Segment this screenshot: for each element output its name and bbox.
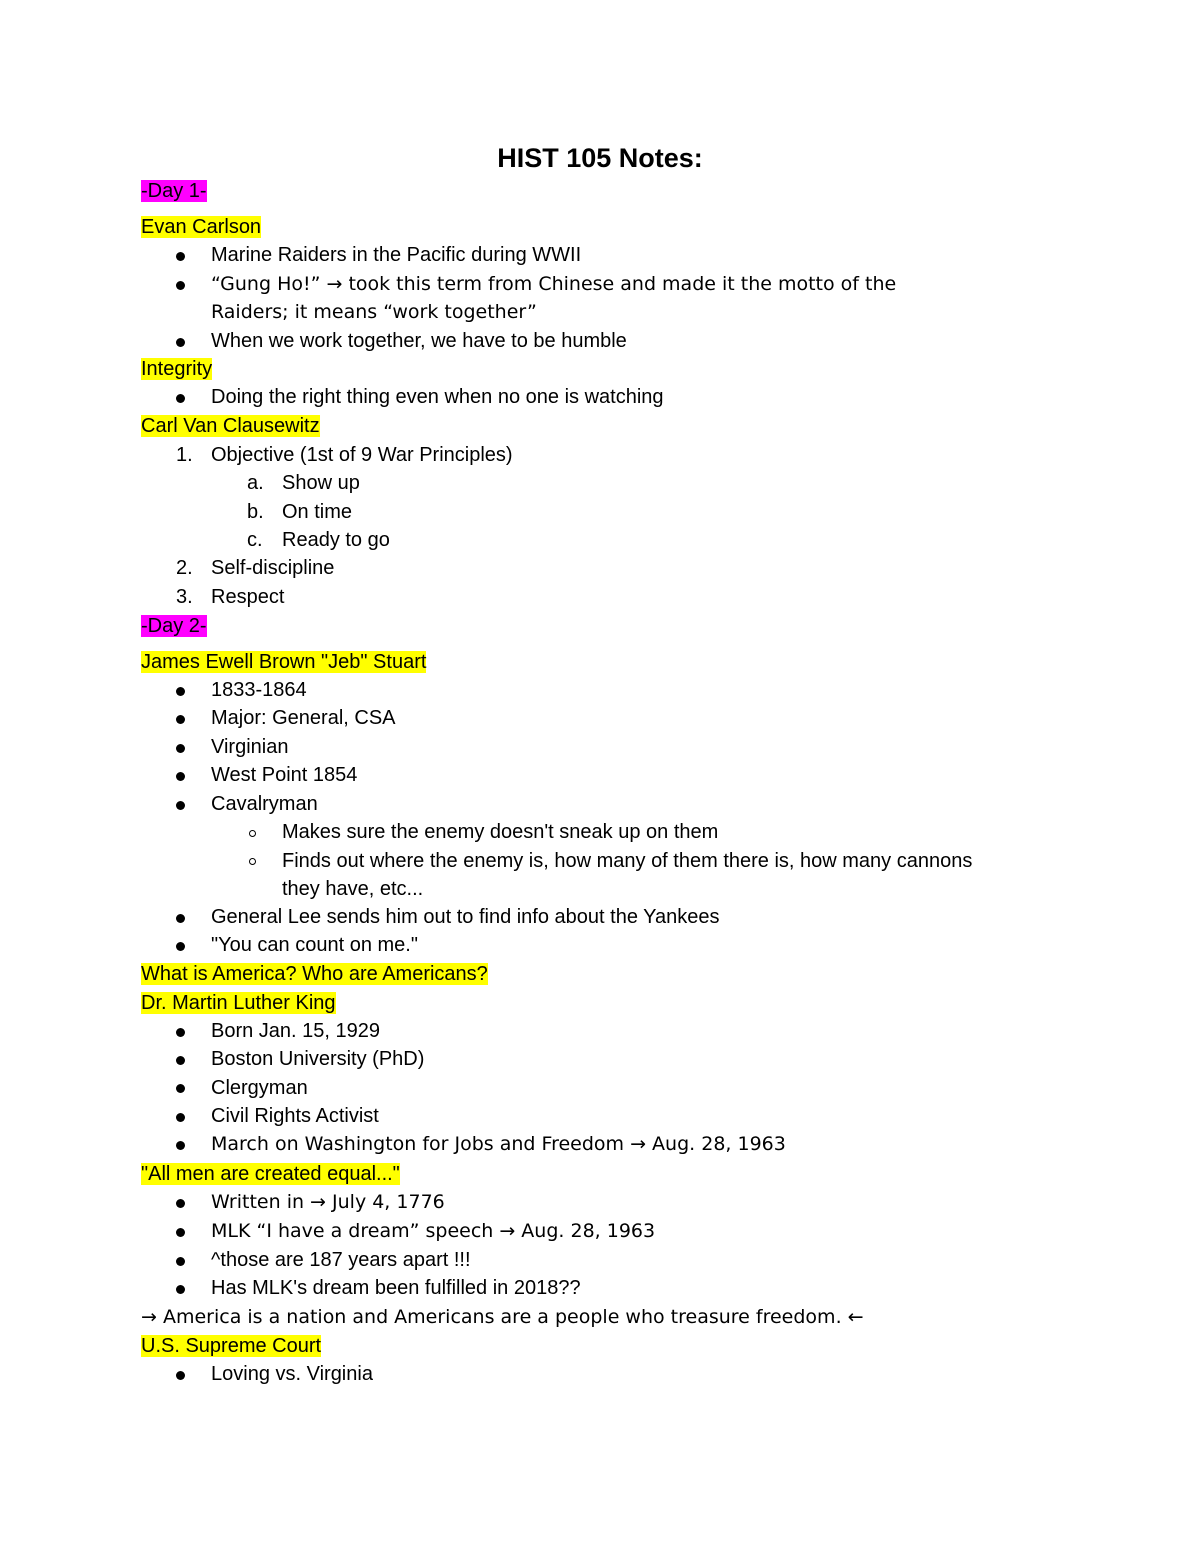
list-item: On time	[282, 501, 353, 523]
bullet-icon	[176, 1371, 185, 1380]
list-item: General Lee sends him out to find info about the Yankees	[211, 906, 720, 928]
list-item: Objective (1st of 9 War Principles)	[211, 444, 513, 466]
bullet-icon	[176, 338, 185, 347]
list-item: Marine Raiders in the Pacific during WWII	[211, 244, 582, 266]
list-letter: a.	[247, 472, 264, 494]
list-item: Virginian	[211, 736, 289, 758]
list-item: Civil Rights Activist	[211, 1105, 379, 1127]
section-heading-integrity: Integrity	[141, 358, 213, 380]
bullet-icon	[176, 1141, 185, 1150]
list-item: Written in → July 4, 1776	[211, 1191, 445, 1213]
day-1-heading: -Day 1-	[141, 180, 207, 202]
list-item: West Point 1854	[211, 764, 358, 786]
list-item: Clergyman	[211, 1077, 308, 1099]
list-item: Major: General, CSA	[211, 707, 396, 729]
list-item: Born Jan. 15, 1929	[211, 1020, 381, 1042]
list-item: Boston University (PhD)	[211, 1048, 425, 1070]
list-item: Has MLK's dream been fulfilled in 2018??	[211, 1277, 581, 1299]
bullet-icon	[176, 687, 185, 696]
hollow-bullet-icon	[249, 830, 256, 837]
list-item: 1833-1864	[211, 679, 307, 701]
sub-list-item-continuation: they have, etc...	[282, 878, 424, 900]
bullet-icon	[176, 1257, 185, 1266]
bullet-icon	[176, 914, 185, 923]
section-heading-america-question: What is America? Who are Americans?	[141, 963, 488, 985]
list-letter: c.	[247, 529, 263, 551]
bullet-icon	[176, 1113, 185, 1122]
bullet-icon	[176, 1228, 185, 1237]
section-heading-all-men-equal: "All men are created equal..."	[141, 1163, 400, 1185]
section-heading-evan-carlson: Evan Carlson	[141, 216, 262, 238]
list-item: Doing the right thing even when no one is watching	[211, 386, 664, 408]
day-2-heading: -Day 2-	[141, 615, 207, 637]
bullet-icon	[176, 394, 185, 403]
list-item: Loving vs. Virginia	[211, 1363, 373, 1385]
list-item: When we work together, we have to be humble	[211, 330, 627, 352]
list-number: 3.	[176, 586, 193, 608]
bullet-icon	[176, 1056, 185, 1065]
section-heading-clausewitz: Carl Van Clausewitz	[141, 415, 320, 437]
list-item: March on Washington for Jobs and Freedom → Aug. 28, 1963	[211, 1133, 786, 1155]
bullet-icon	[176, 801, 185, 810]
bullet-icon	[176, 942, 185, 951]
list-item: Cavalryman	[211, 793, 318, 815]
list-number: 2.	[176, 557, 193, 579]
list-item: Ready to go	[282, 529, 390, 551]
list-item: Respect	[211, 586, 285, 608]
list-item: Show up	[282, 472, 360, 494]
bullet-icon	[176, 1084, 185, 1093]
list-item: “Gung Ho!” → took this term from Chinese and made it the motto of the	[211, 273, 897, 295]
page-title: HIST 105 Notes:	[497, 143, 703, 173]
sub-list-item: Makes sure the enemy doesn't sneak up on them	[282, 821, 719, 843]
list-item-continuation: Raiders; it means “work together”	[211, 301, 537, 323]
bullet-icon	[176, 1199, 185, 1208]
section-heading-supreme-court: U.S. Supreme Court	[141, 1335, 322, 1357]
list-item: Self-discipline	[211, 557, 335, 579]
bullet-icon	[176, 281, 185, 290]
sub-list-item: Finds out where the enemy is, how many of them there is, how many cannons	[282, 850, 973, 872]
list-item: "You can count on me."	[211, 934, 418, 956]
list-letter: b.	[247, 501, 264, 523]
bullet-icon	[176, 744, 185, 753]
list-item: MLK “I have a dream” speech → Aug. 28, 1963	[211, 1220, 656, 1242]
hollow-bullet-icon	[249, 858, 256, 865]
bullet-icon	[176, 715, 185, 724]
list-item: ^those are 187 years apart !!!	[211, 1249, 471, 1271]
bullet-icon	[176, 252, 185, 261]
list-number: 1.	[176, 444, 193, 466]
section-heading-mlk: Dr. Martin Luther King	[141, 992, 336, 1014]
bullet-icon	[176, 1028, 185, 1037]
bullet-icon	[176, 772, 185, 781]
section-heading-jeb-stuart: James Ewell Brown "Jeb" Stuart	[141, 651, 427, 673]
freedom-statement: → America is a nation and Americans are a people who treasure freedom. ←	[141, 1306, 864, 1328]
bullet-icon	[176, 1285, 185, 1294]
